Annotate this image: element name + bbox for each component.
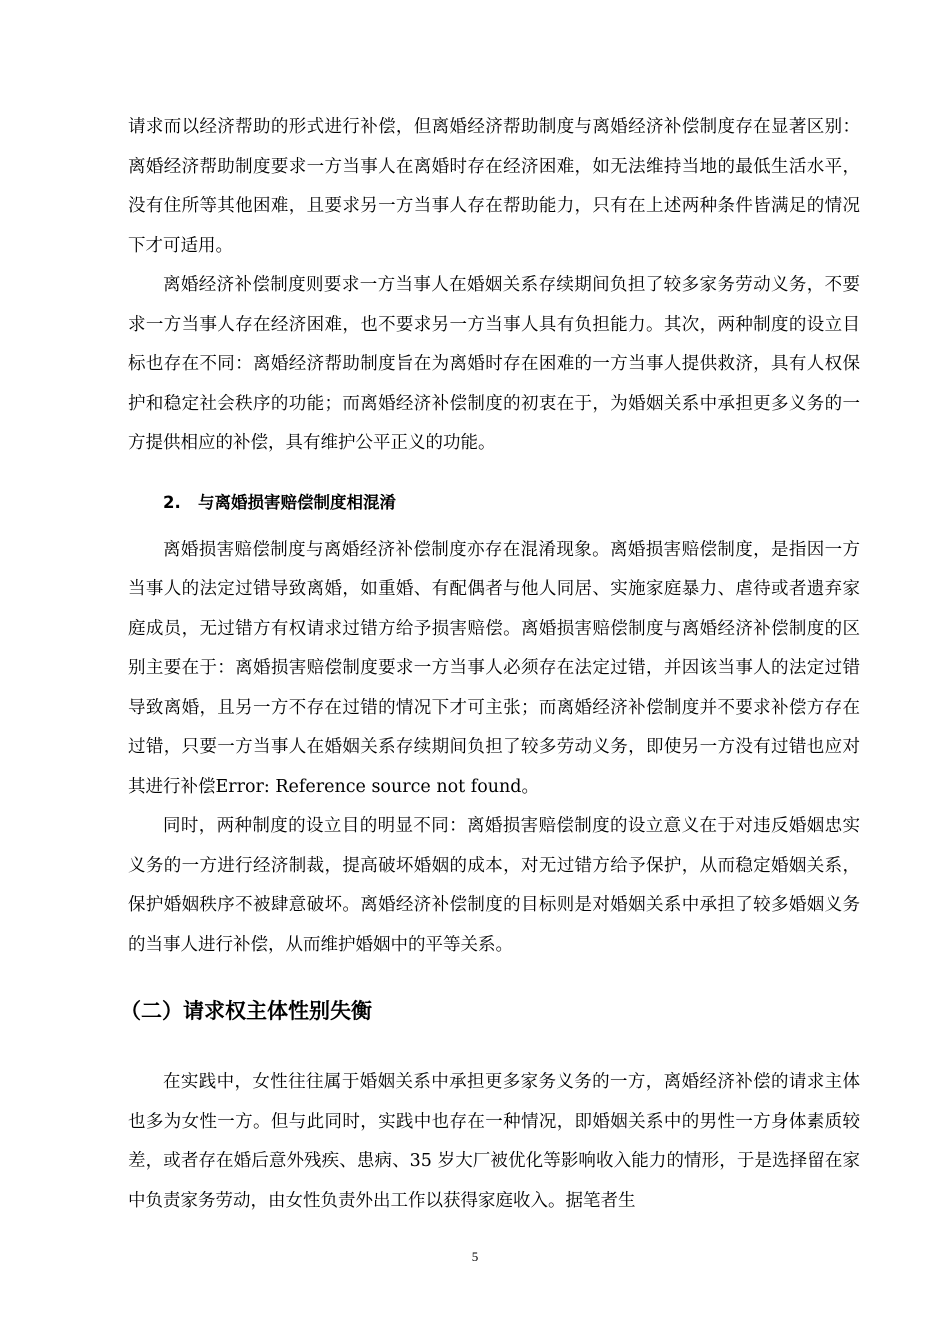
paragraph-damage-compensation-distinction: 离婚损害赔偿制度与离婚经济补偿制度亦存在混淆现象。离婚损害赔偿制度，是指因一方当事人的法定过错导致离婚，如重婚、有配偶者与他人同居、实施家庭暴力、虐待或者遗弃家庭成员，无过错方有权请求过错方给予损害赔偿。离婚损害赔偿制度与离婚经济补偿制度的区别主要在于：离婚损害赔偿制度要求一方当事人必须存在法定过错，并因该当事人的法定过错导致离婚，且另一方不存在过错的情况下才可主张；而离婚经济补偿制度并不要求补偿方存在过错，只要一方当事人在婚姻关系存续期间负担了较多劳动义务，即使另一方没有过错也应对其进行补偿Error: Reference source not found。 [128, 539, 860, 797]
paragraph-economic-help-distinction: 请求而以经济帮助的形式进行补偿，但离婚经济帮助制度与离婚经济补偿制度存在显著区别：离婚经济帮助制度要求一方当事人在离婚时存在经济困难，如无法维持当地的最低生活水平，没有住所等其他困难，且要求另一方当事人存在帮助能力，只有在上述两种条件皆满足的情况下才可适用。 [128, 117, 860, 256]
paragraph-compensation-requirements: 离婚经济补偿制度则要求一方当事人在婚姻关系存续期间负担了较多家务劳动义务，不要求一方当事人存在经济困难，也不要求另一方当事人具有负担能力。其次，两种制度的设立目标也存在不同：离婚经济帮助制度旨在为离婚时存在困难的一方当事人提供救济，具有人权保护和稳定社会秩序的功能；而离婚经济补偿制度的初衷在于，为婚姻关系中承担更多义务的一方提供相应的补偿，具有维护公平正义的功能。 [128, 275, 860, 453]
paragraph-gender-practice: 在实践中，女性往往属于婚姻关系中承担更多家务义务的一方，离婚经济补偿的请求主体也多为女性一方。但与此同时，实践中也存在一种情况，即婚姻关系中的男性一方身体素质较差，或者存在婚后意外残疾、患病、35 岁大厂被优化等影响收入能力的情形，于是选择留在家中负责家务劳动，由女性负责外出工作以获得家庭收入。据笔者生 [128, 1072, 860, 1211]
paragraph-system-purposes: 同时，两种制度的设立目的明显不同：离婚损害赔偿制度的设立意义在于对违反婚姻忠实义务的一方进行经济制裁，提高破坏婚姻的成本，对无过错方给予保护，从而稳定婚姻关系，保护婚姻秩序不被肆意破坏。离婚经济补偿制度的目标则是对婚姻关系中承担了较多婚姻义务的当事人进行补偿，从而维护婚姻中的平等关系。 [128, 816, 860, 955]
subheading-damage-compensation-confusion: 2. 与离婚损害赔偿制度相混淆 [163, 492, 396, 512]
page-body [120, 108, 860, 1221]
page-number: 5 [471, 1249, 479, 1264]
section-heading-gender-imbalance: （二）请求权主体性别失衡 [120, 999, 372, 1023]
